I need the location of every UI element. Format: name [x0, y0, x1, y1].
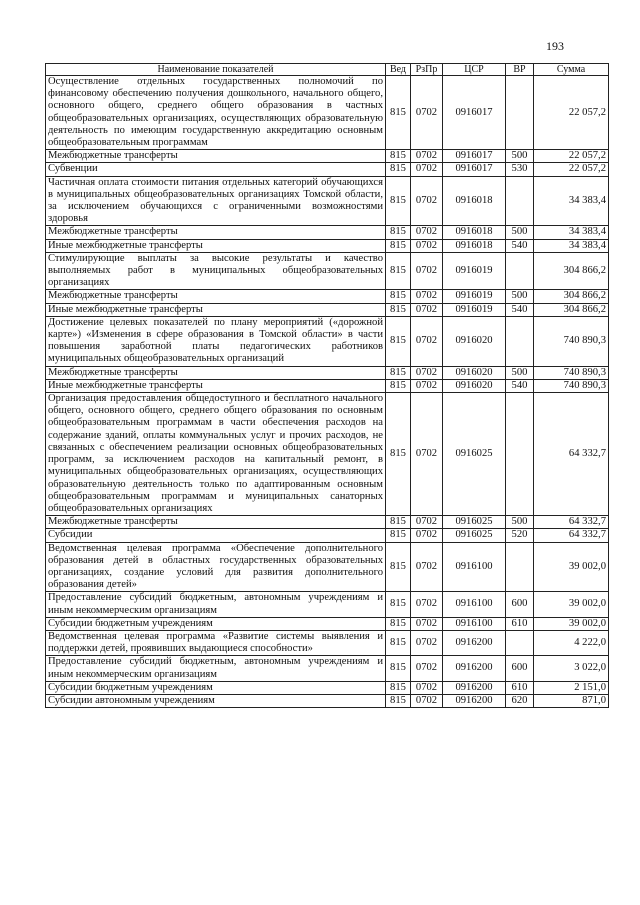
cell-ved: 815 [386, 656, 411, 681]
cell-name: Межбюджетные трансферты [46, 226, 386, 239]
cell-sum: 304 866,2 [534, 303, 609, 316]
cell-csr: 0916020 [443, 366, 506, 379]
table-row [46, 516, 609, 529]
cell-csr: 0916017 [443, 150, 506, 163]
cell-rzpr: 0702 [411, 379, 443, 392]
cell-vr [506, 542, 534, 592]
cell-vr: 600 [506, 656, 534, 681]
cell-sum: 304 866,2 [534, 290, 609, 303]
cell-rzpr: 0702 [411, 366, 443, 379]
cell-vr [506, 76, 534, 150]
cell-rzpr: 0702 [411, 252, 443, 290]
header-ved: Вед [386, 64, 411, 76]
cell-vr: 520 [506, 529, 534, 542]
table-row [46, 592, 609, 617]
cell-sum: 3 022,0 [534, 656, 609, 681]
cell-ved: 815 [386, 150, 411, 163]
cell-csr: 0916100 [443, 542, 506, 592]
cell-sum: 64 332,7 [534, 393, 609, 516]
cell-ved: 815 [386, 316, 411, 366]
cell-sum: 4 222,0 [534, 630, 609, 655]
cell-ved: 815 [386, 542, 411, 592]
cell-rzpr: 0702 [411, 592, 443, 617]
cell-rzpr: 0702 [411, 617, 443, 630]
cell-csr: 0916019 [443, 252, 506, 290]
cell-ved: 815 [386, 681, 411, 694]
table-row [46, 163, 609, 176]
cell-ved: 815 [386, 529, 411, 542]
cell-ved: 815 [386, 617, 411, 630]
cell-csr: 0916025 [443, 393, 506, 516]
cell-csr: 0916200 [443, 694, 506, 707]
cell-vr: 610 [506, 617, 534, 630]
cell-csr: 0916100 [443, 592, 506, 617]
cell-rzpr: 0702 [411, 76, 443, 150]
table-row [46, 681, 609, 694]
header-sum: Сумма [534, 64, 609, 76]
cell-vr: 600 [506, 592, 534, 617]
cell-sum: 34 383,4 [534, 226, 609, 239]
cell-csr: 0916017 [443, 163, 506, 176]
cell-name: Иные межбюджетные трансферты [46, 303, 386, 316]
cell-rzpr: 0702 [411, 163, 443, 176]
cell-sum: 34 383,4 [534, 239, 609, 252]
cell-sum: 39 002,0 [534, 542, 609, 592]
cell-name: Межбюджетные трансферты [46, 366, 386, 379]
cell-vr: 530 [506, 163, 534, 176]
table-row [46, 239, 609, 252]
table-row [46, 529, 609, 542]
cell-vr: 540 [506, 239, 534, 252]
cell-sum: 64 332,7 [534, 529, 609, 542]
header-name: Наименование показателей [46, 64, 386, 76]
cell-name: Организация предоставления общедоступного и бесплатного начального общего, основного общего, среднего общего образования по основным общеобразовательным программам в части обеспечения расходов на содержание зданий, оплаты коммунальных услуг и прочих расходов, не связанных с обеспечением реализации основных общеобразовательных программ, за исключением расходов на капитальный ремонт, в муниципальных общеобразовательных организациях, осуществляющих образовательную деятельность только по адаптированным основным общеобразовательным программам и муниципальных санаторных общеобразовательных организациях [46, 393, 386, 516]
cell-sum: 39 002,0 [534, 617, 609, 630]
cell-csr: 0916200 [443, 656, 506, 681]
cell-rzpr: 0702 [411, 239, 443, 252]
cell-name: Осуществление отдельных государственных полномочий по финансовому обеспечению получения дошкольного, начального общего, основного общего, среднего общего образования в частных общеобразовательных организациях, осуществляющих образовательную деятельность по имеющим государственную аккредитацию основным общеобразовательным программам [46, 76, 386, 150]
cell-ved: 815 [386, 303, 411, 316]
cell-name: Субсидии [46, 529, 386, 542]
cell-name: Субсидии бюджетным учреждениям [46, 617, 386, 630]
cell-sum: 22 057,2 [534, 163, 609, 176]
cell-name: Субвенции [46, 163, 386, 176]
cell-name: Частичная оплата стоимости питания отдельных категорий обучающихся в муниципальных общеобразовательных организациях Томской области, за исключением обучающихся с ограниченными возможностями здоровья [46, 176, 386, 226]
table-row [46, 656, 609, 681]
cell-csr: 0916019 [443, 303, 506, 316]
cell-csr: 0916025 [443, 516, 506, 529]
cell-rzpr: 0702 [411, 290, 443, 303]
cell-rzpr: 0702 [411, 316, 443, 366]
cell-csr: 0916017 [443, 76, 506, 150]
cell-ved: 815 [386, 366, 411, 379]
table-row [46, 379, 609, 392]
cell-name: Субсидии бюджетным учреждениям [46, 681, 386, 694]
cell-rzpr: 0702 [411, 176, 443, 226]
table-row [46, 316, 609, 366]
cell-csr: 0916200 [443, 630, 506, 655]
header-csr: ЦСР [443, 64, 506, 76]
cell-vr: 620 [506, 694, 534, 707]
cell-ved: 815 [386, 239, 411, 252]
cell-sum: 871,0 [534, 694, 609, 707]
cell-name: Иные межбюджетные трансферты [46, 239, 386, 252]
cell-vr: 500 [506, 226, 534, 239]
cell-rzpr: 0702 [411, 630, 443, 655]
cell-ved: 815 [386, 630, 411, 655]
cell-sum: 740 890,3 [534, 366, 609, 379]
cell-csr: 0916100 [443, 617, 506, 630]
table-header-row [46, 64, 609, 76]
cell-name: Ведомственная целевая программа «Развитие системы выявления и поддержки детей, проявивших выдающиеся способности» [46, 630, 386, 655]
cell-csr: 0916019 [443, 290, 506, 303]
cell-csr: 0916200 [443, 681, 506, 694]
cell-ved: 815 [386, 290, 411, 303]
cell-vr: 540 [506, 303, 534, 316]
cell-name: Стимулирующие выплаты за высокие результаты и качество выполняемых работ в муниципальных общеобразовательных организациях [46, 252, 386, 290]
cell-ved: 815 [386, 226, 411, 239]
cell-rzpr: 0702 [411, 681, 443, 694]
cell-rzpr: 0702 [411, 303, 443, 316]
table-row [46, 76, 609, 150]
cell-rzpr: 0702 [411, 694, 443, 707]
cell-vr [506, 393, 534, 516]
cell-rzpr: 0702 [411, 656, 443, 681]
cell-vr: 540 [506, 379, 534, 392]
cell-rzpr: 0702 [411, 516, 443, 529]
cell-ved: 815 [386, 592, 411, 617]
cell-ved: 815 [386, 163, 411, 176]
cell-csr: 0916025 [443, 529, 506, 542]
cell-name: Межбюджетные трансферты [46, 150, 386, 163]
cell-name: Иные межбюджетные трансферты [46, 379, 386, 392]
cell-vr: 500 [506, 516, 534, 529]
cell-rzpr: 0702 [411, 226, 443, 239]
cell-name: Предоставление субсидий бюджетным, автономным учреждениям и иным некоммерческим организациям [46, 592, 386, 617]
cell-name: Предоставление субсидий бюджетным, автономным учреждениям и иным некоммерческим организациям [46, 656, 386, 681]
cell-name: Достижение целевых показателей по плану мероприятий («дорожной карте») «Изменения в сфере образования в Томской области» в части повышения заработной платы педагогических работников муниципальных общеобразовательных организаций [46, 316, 386, 366]
cell-vr [506, 316, 534, 366]
cell-vr [506, 252, 534, 290]
cell-ved: 815 [386, 379, 411, 392]
cell-sum: 22 057,2 [534, 76, 609, 150]
cell-csr: 0916018 [443, 239, 506, 252]
table-row [46, 303, 609, 316]
cell-ved: 815 [386, 176, 411, 226]
budget-table [45, 63, 609, 708]
table-row [46, 366, 609, 379]
table-row [46, 393, 609, 516]
cell-sum: 39 002,0 [534, 592, 609, 617]
table-row [46, 176, 609, 226]
cell-sum: 304 866,2 [534, 252, 609, 290]
cell-name: Ведомственная целевая программа «Обеспечение дополнительного образования детей в областных государственных образовательных организациях, создание условий для развития дополнительного образования детей» [46, 542, 386, 592]
page-number: 193 [546, 39, 564, 53]
cell-rzpr: 0702 [411, 393, 443, 516]
table-row [46, 226, 609, 239]
cell-rzpr: 0702 [411, 150, 443, 163]
table-row [46, 630, 609, 655]
cell-vr: 500 [506, 150, 534, 163]
cell-vr: 610 [506, 681, 534, 694]
cell-csr: 0916018 [443, 176, 506, 226]
cell-csr: 0916020 [443, 379, 506, 392]
cell-ved: 815 [386, 252, 411, 290]
cell-sum: 64 332,7 [534, 516, 609, 529]
cell-vr: 500 [506, 290, 534, 303]
cell-vr: 500 [506, 366, 534, 379]
cell-ved: 815 [386, 516, 411, 529]
cell-ved: 815 [386, 694, 411, 707]
cell-name: Субсидии автономным учреждениям [46, 694, 386, 707]
cell-sum: 34 383,4 [534, 176, 609, 226]
cell-sum: 22 057,2 [534, 150, 609, 163]
cell-csr: 0916020 [443, 316, 506, 366]
table-row [46, 694, 609, 707]
table-row [46, 150, 609, 163]
header-vr: ВР [506, 64, 534, 76]
table-row [46, 290, 609, 303]
cell-ved: 815 [386, 393, 411, 516]
table-row [46, 252, 609, 290]
cell-name: Межбюджетные трансферты [46, 516, 386, 529]
cell-ved: 815 [386, 76, 411, 150]
cell-rzpr: 0702 [411, 529, 443, 542]
table-row [46, 617, 609, 630]
cell-csr: 0916018 [443, 226, 506, 239]
cell-vr [506, 630, 534, 655]
cell-rzpr: 0702 [411, 542, 443, 592]
cell-sum: 740 890,3 [534, 379, 609, 392]
cell-name: Межбюджетные трансферты [46, 290, 386, 303]
table-row [46, 542, 609, 592]
header-rzpr: РзПр [411, 64, 443, 76]
cell-sum: 2 151,0 [534, 681, 609, 694]
cell-vr [506, 176, 534, 226]
cell-sum: 740 890,3 [534, 316, 609, 366]
